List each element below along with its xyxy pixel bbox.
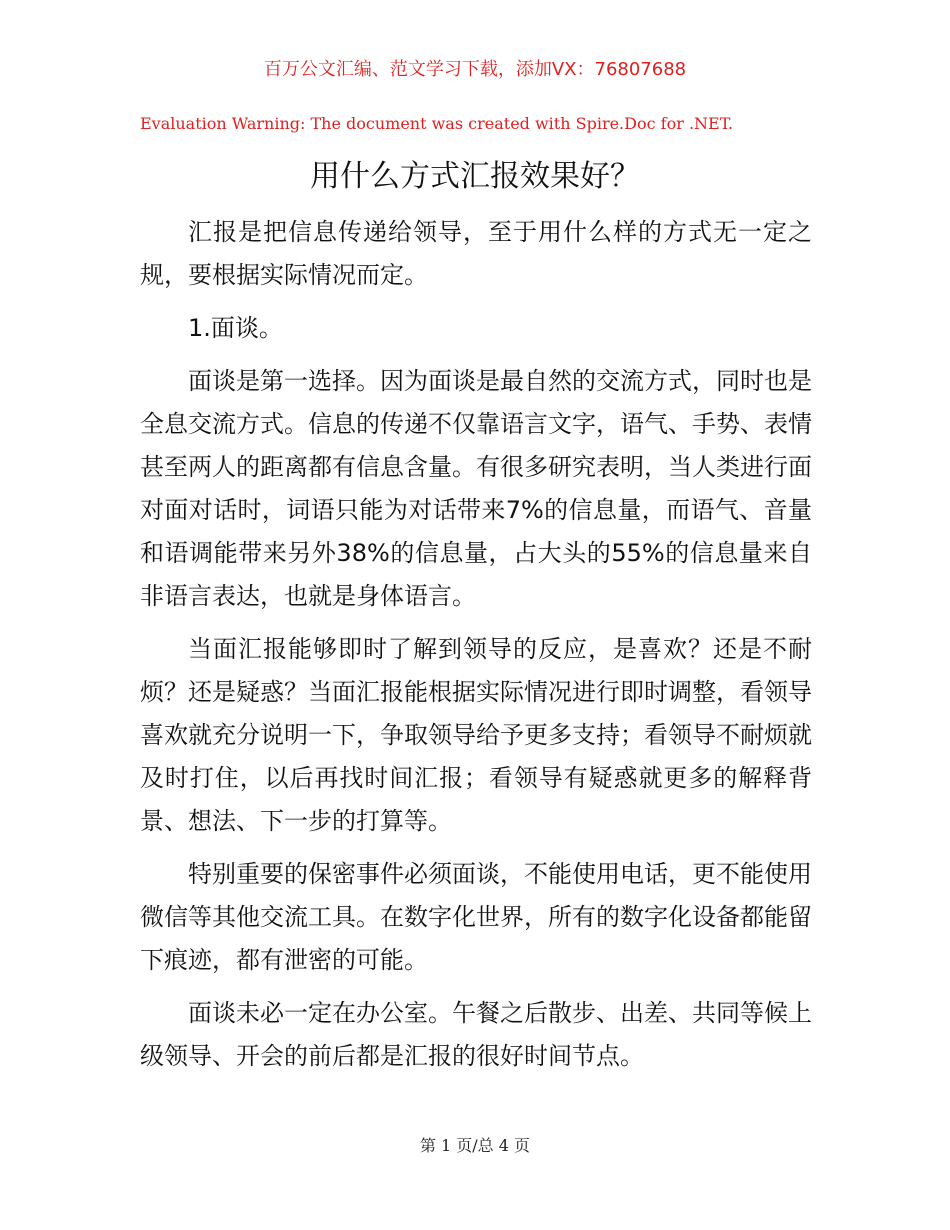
paragraph-location: 面谈未必一定在办公室。午餐之后散步、出差、共同等候上级领导、开会的前后都是汇报的很好时间节点。 bbox=[140, 999, 812, 1070]
paragraph-intro: 汇报是把信息传递给领导，至于用什么样的方式无一定之规，要根据实际情况而定。 bbox=[140, 218, 812, 289]
paragraph-face-to-face: 面谈是第一选择。因为面谈是最自然的交流方式，同时也是全息交流方式。信息的传递不仅靠语言文字，语气、手势、表情甚至两人的距离都有信息含量。有很多研究表明，当人类进行面对面对话时，词语只能为对话带来7%的信息量，而语气、音量和语调能带来另外38%的信息量，占大头的55%的信息量来自非语言表达，也就是身体语言。 bbox=[140, 367, 812, 610]
document-body bbox=[140, 211, 812, 1088]
paragraph-immediate-feedback: 当面汇报能够即时了解到领导的反应，是喜欢？还是不耐烦？还是疑惑？当面汇报能根据实际情况进行即时调整，看领导喜欢就充分说明一下，争取领导给予更多支持；看领导不耐烦就及时打住，以后再找时间汇报；看领导有疑惑就更多的解释背景、想法、下一步的打算等。 bbox=[140, 635, 812, 835]
page-number-footer: 第 1 页/总 4 页 bbox=[419, 1136, 531, 1155]
evaluation-warning: Evaluation Warning: The document was created with Spire.Doc for .NET. bbox=[140, 114, 734, 133]
header-ad-text: 百万公文汇编、范文学习下载，添加VX：76807688 bbox=[263, 59, 687, 80]
paragraph-section-heading: 1.面谈。 bbox=[188, 314, 283, 342]
paragraph-confidential: 特别重要的保密事件必须面谈，不能使用电话，更不能使用微信等其他交流工具。在数字化世界，所有的数字化设备都能留下痕迹，都有泄密的可能。 bbox=[140, 860, 812, 974]
document-title: 用什么方式汇报效果好？ bbox=[310, 159, 640, 194]
